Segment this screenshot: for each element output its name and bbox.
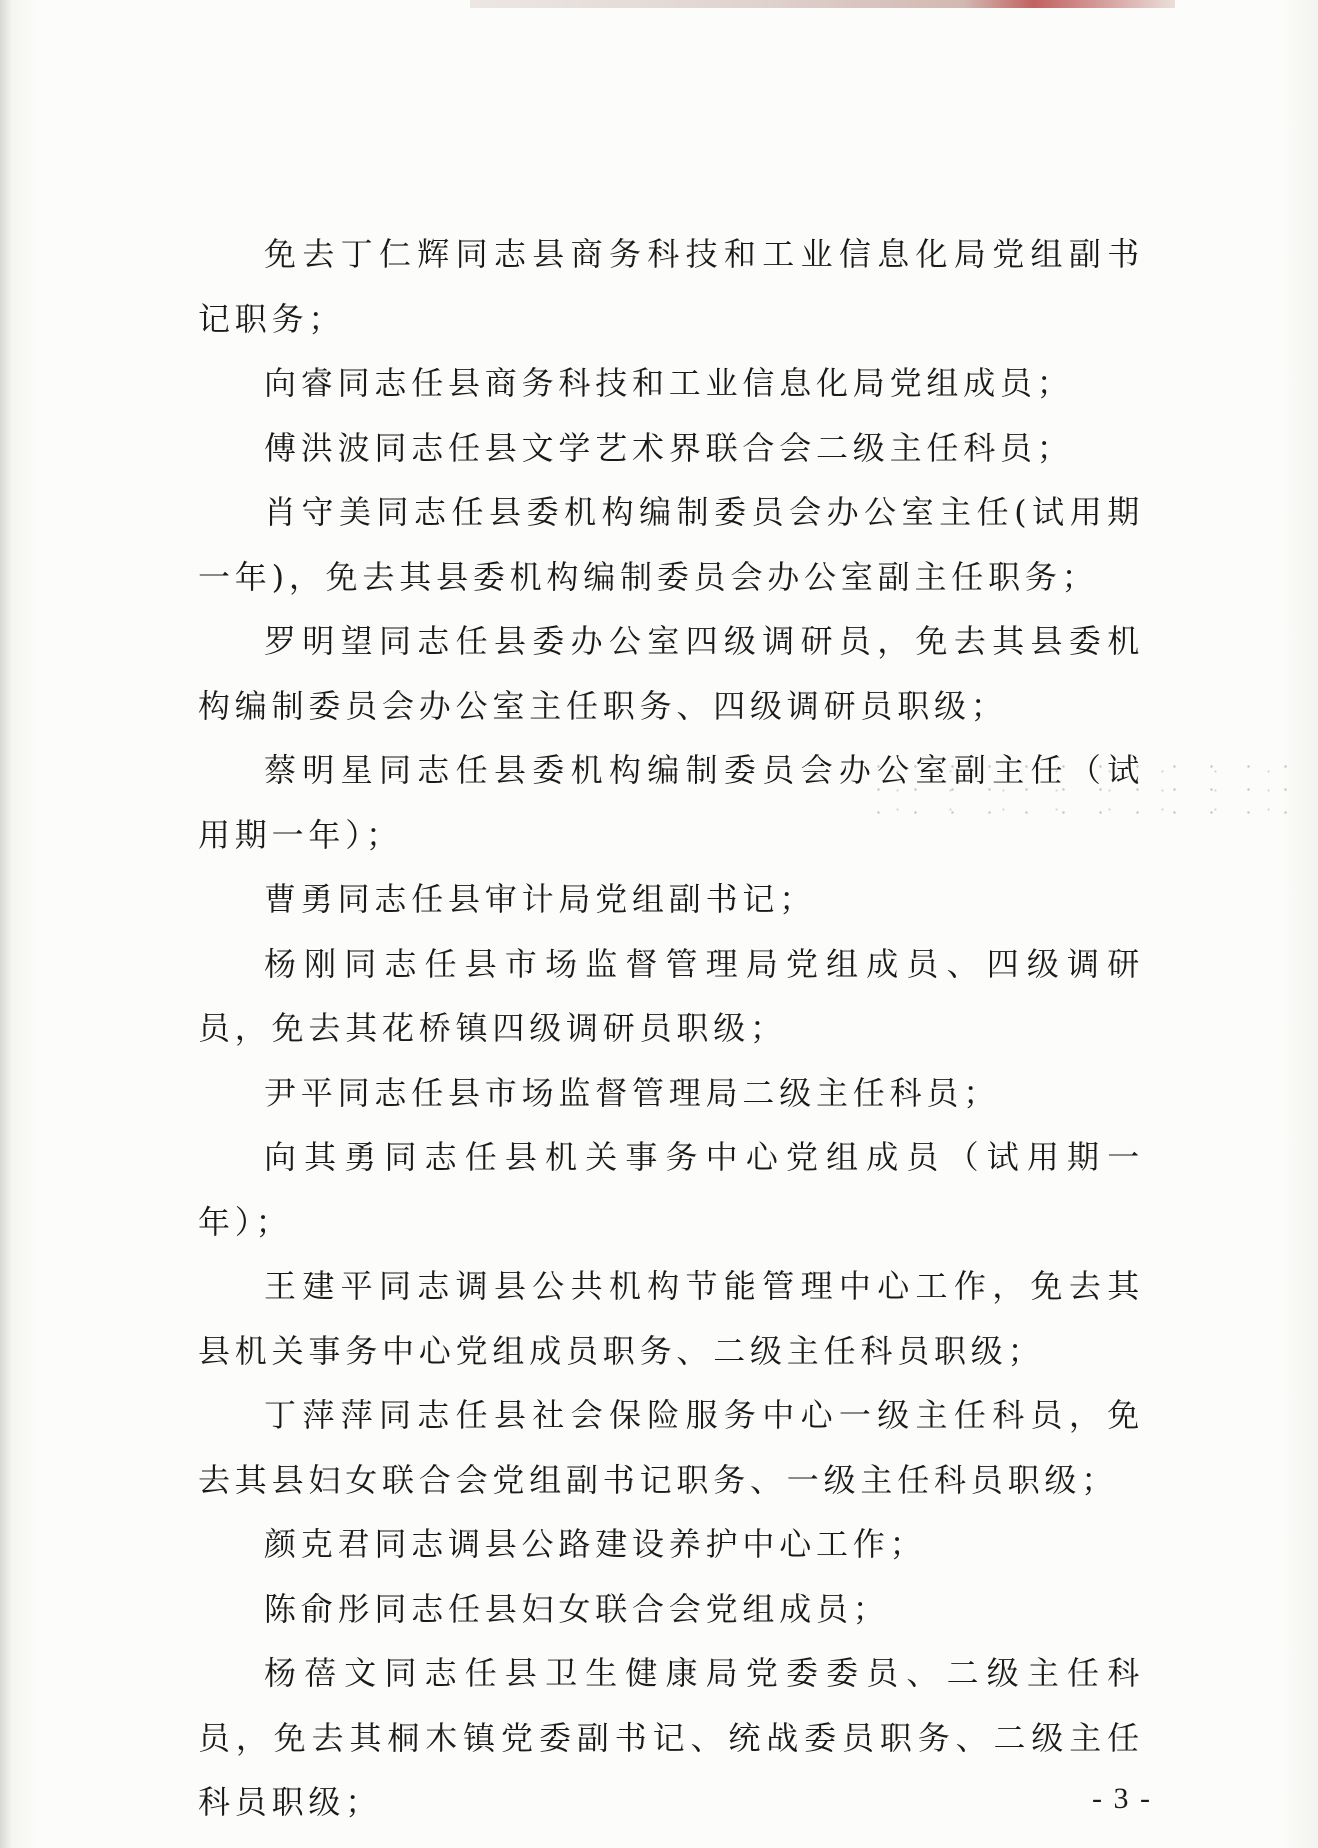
appointment-paragraph: 向其勇同志任县机关事务中心党组成员（试用期一年）；: [198, 1138, 1144, 1241]
appointment-paragraph: 陈俞彤同志任县妇女联合会党组成员；: [264, 1589, 890, 1628]
appointment-paragraph: 肖守美同志任县委机构编制委员会办公室主任(试用期一年)，免去其县委机构编制委员会办公室副主任职务；: [198, 493, 1144, 596]
appointment-paragraph: 向睿同志任县商务科技和工业信息化局党组成员；: [264, 364, 1074, 402]
appointment-paragraph: 罗明望同志任县委办公室四级调研员，免去其县委机构编制委员会办公室主任职务、四级调研员职级；: [198, 622, 1144, 725]
appointment-paragraph: 蔡明星同志任县委机构编制委员会办公室副主任（试用期一年）；: [198, 751, 1144, 854]
scan-top-edge: [470, 0, 1175, 8]
appointment-paragraph: 王建平同志调县公共机构节能管理中心工作，免去其县机关事务中心党组成员职务、二级主任科员职级；: [198, 1267, 1144, 1370]
appointment-paragraph: 傅洪波同志任县文学艺术界联合会二级主任科员；: [264, 428, 1074, 467]
scan-left-edge: [0, 0, 12, 1848]
appointment-paragraph: 丁萍萍同志任县社会保险服务中心一级主任科员，免去其县妇女联合会党组副书记职务、一级主任科员职级；: [198, 1396, 1144, 1499]
appointment-paragraph: 杨刚同志任县市场监督管理局党组成员、四级调研员，免去其花桥镇四级调研员职级；: [198, 944, 1144, 1047]
page-number: - 3 -: [1092, 1782, 1152, 1815]
appointment-paragraph: 尹平同志任县市场监督管理局二级主任科员；: [264, 1073, 1001, 1112]
appointment-paragraph: 曹勇同志任县审计局党组副书记；: [264, 880, 817, 918]
appointment-paragraph: 颜克君同志调县公路建设养护中心工作；: [264, 1525, 927, 1563]
appointment-paragraph: 杨蓓文同志任县卫生健康局党委委员、二级主任科员，免去其桐木镇党委副书记、统战委员职务、二级主任科员职级；: [198, 1654, 1144, 1821]
document-body: [198, 222, 1144, 1835]
appointment-paragraph: 免去丁仁辉同志县商务科技和工业信息化局党组副书记职务；: [198, 235, 1144, 338]
